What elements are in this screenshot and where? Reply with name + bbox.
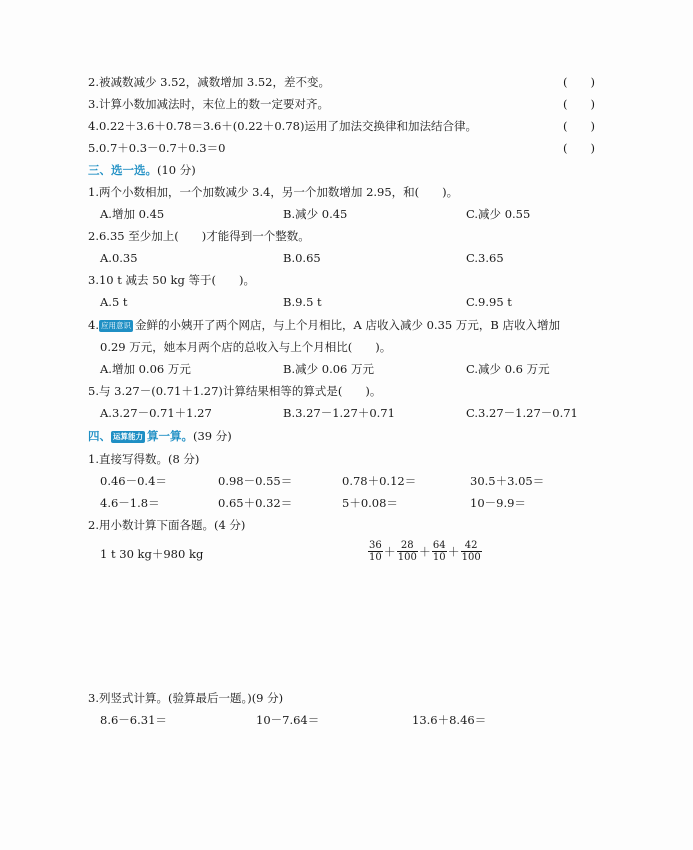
fraction: $\frac{42}{100}$ bbox=[461, 540, 481, 563]
choice-option[interactable]: B.减少 0.45 bbox=[283, 207, 348, 221]
fraction: $\frac{36}{10}$ bbox=[369, 540, 382, 563]
oral-calc-item[interactable]: 30.5＋3.05＝ bbox=[470, 474, 545, 488]
vertical-calc-item[interactable]: 13.6＋8.46＝ bbox=[412, 713, 487, 727]
calc-ability-badge: 运算能力 bbox=[113, 431, 143, 441]
fraction-expression bbox=[368, 540, 482, 563]
judge-item-5 bbox=[88, 140, 225, 156]
vertical-calc-item[interactable]: 10－7.64＝ bbox=[256, 713, 320, 727]
answer-paren[interactable]: ( ) bbox=[563, 97, 595, 111]
section-prefix: 四、 bbox=[88, 429, 111, 443]
choice-option[interactable]: B.3.27－1.27＋0.71 bbox=[283, 406, 395, 420]
choice-question-1: 1.两个小数相加，一个加数减少 3.4，另一个加数增加 2.95，和( )。 bbox=[88, 185, 459, 199]
choice-option[interactable]: C.减少 0.55 bbox=[466, 207, 531, 221]
section-4-heading bbox=[88, 428, 232, 444]
section-points: (39 分) bbox=[193, 429, 232, 443]
oral-calc-item[interactable]: 10－9.9＝ bbox=[470, 496, 526, 510]
judge-text: 5.0.7＋0.3－0.7＋0.3＝0 bbox=[88, 141, 226, 155]
choice-option[interactable]: C.减少 0.6 万元 bbox=[466, 362, 550, 376]
oral-calc-item[interactable]: 0.78＋0.12＝ bbox=[342, 474, 417, 488]
judge-text: 2.被减数减少 3.52，减数增加 3.52，差不变。 bbox=[88, 75, 330, 89]
oral-calc-item[interactable]: 0.46－0.4＝ bbox=[100, 474, 167, 488]
question-number: 4. bbox=[88, 318, 99, 332]
choice-option[interactable]: B.0.65 bbox=[283, 251, 321, 265]
question-text: 金鲜的小姨开了两个网店，与上个月相比，A 店收入减少 0.35 万元，B 店收入增加 bbox=[134, 318, 560, 332]
choice-option[interactable]: C.3.65 bbox=[466, 251, 504, 265]
plus-sign: ＋ bbox=[383, 545, 396, 559]
choice-option[interactable]: C.3.27－1.27－0.71 bbox=[466, 406, 578, 420]
application-badge: 应用意识 bbox=[100, 321, 131, 330]
choice-question-5: 5.与 3.27－(0.71＋1.27)计算结果相等的算式是( )。 bbox=[88, 384, 382, 398]
calc-2-title: 2.用小数计算下面各题。(4 分) bbox=[88, 518, 246, 532]
choice-option[interactable]: A.3.27－0.71＋1.27 bbox=[100, 406, 212, 420]
choice-option[interactable]: A.增加 0.06 万元 bbox=[100, 362, 191, 376]
answer-paren[interactable]: ( ) bbox=[563, 141, 595, 155]
choice-option[interactable]: B.9.5 t bbox=[283, 295, 322, 309]
choice-option[interactable]: B.减少 0.06 万元 bbox=[283, 362, 375, 376]
calc-3-title: 3.列竖式计算。(验算最后一题。)(9 分) bbox=[88, 691, 284, 705]
section-title: 算一算。 bbox=[147, 429, 193, 443]
oral-calc-item[interactable]: 5＋0.08＝ bbox=[342, 496, 398, 510]
judge-item-2 bbox=[88, 74, 330, 90]
fraction: $\frac{64}{10}$ bbox=[432, 540, 446, 563]
calc-2-expression: 1 t 30 kg＋980 kg bbox=[100, 547, 204, 561]
choice-question-3: 3.10 t 减去 50 kg 等于( )。 bbox=[88, 273, 255, 287]
choice-question-2: 2.6.35 至少加上( )才能得到一个整数。 bbox=[88, 229, 310, 243]
plus-sign: ＋ bbox=[447, 545, 460, 559]
choice-option[interactable]: A.增加 0.45 bbox=[100, 207, 165, 221]
choice-question-4 bbox=[88, 317, 560, 333]
judge-item-4 bbox=[88, 118, 477, 134]
oral-calc-item[interactable]: 0.65＋0.32＝ bbox=[218, 496, 293, 510]
oral-calc-item[interactable]: 4.6－1.8＝ bbox=[100, 496, 160, 510]
choice-option[interactable]: C.9.95 t bbox=[466, 295, 512, 309]
section-points: (10 分) bbox=[157, 163, 196, 177]
calc-1-title: 1.直接写得数。(8 分) bbox=[88, 452, 200, 466]
vertical-calc-item[interactable]: 8.6－6.31＝ bbox=[100, 713, 167, 727]
answer-paren[interactable]: ( ) bbox=[563, 119, 595, 133]
judge-item-3 bbox=[88, 96, 329, 112]
choice-option[interactable]: A.0.35 bbox=[100, 251, 138, 265]
fraction: $\frac{28}{100}$ bbox=[397, 540, 417, 563]
plus-sign: ＋ bbox=[418, 545, 431, 559]
oral-calc-item[interactable]: 0.98－0.55＝ bbox=[218, 474, 293, 488]
judge-text: 4.0.22＋3.6＋0.78＝3.6＋(0.22＋0.78)运用了加法交换律和加法结合律。 bbox=[88, 119, 477, 133]
choice-question-4-cont: 0.29 万元，她本月两个店的总收入与上个月相比( )。 bbox=[100, 340, 392, 354]
section-title: 三、选一选。 bbox=[88, 163, 157, 177]
choice-option[interactable]: A.5 t bbox=[100, 295, 128, 309]
answer-paren[interactable]: ( ) bbox=[563, 75, 595, 89]
judge-text: 3.计算小数加减法时，末位上的数一定要对齐。 bbox=[88, 97, 329, 111]
section-3-heading bbox=[88, 162, 196, 178]
